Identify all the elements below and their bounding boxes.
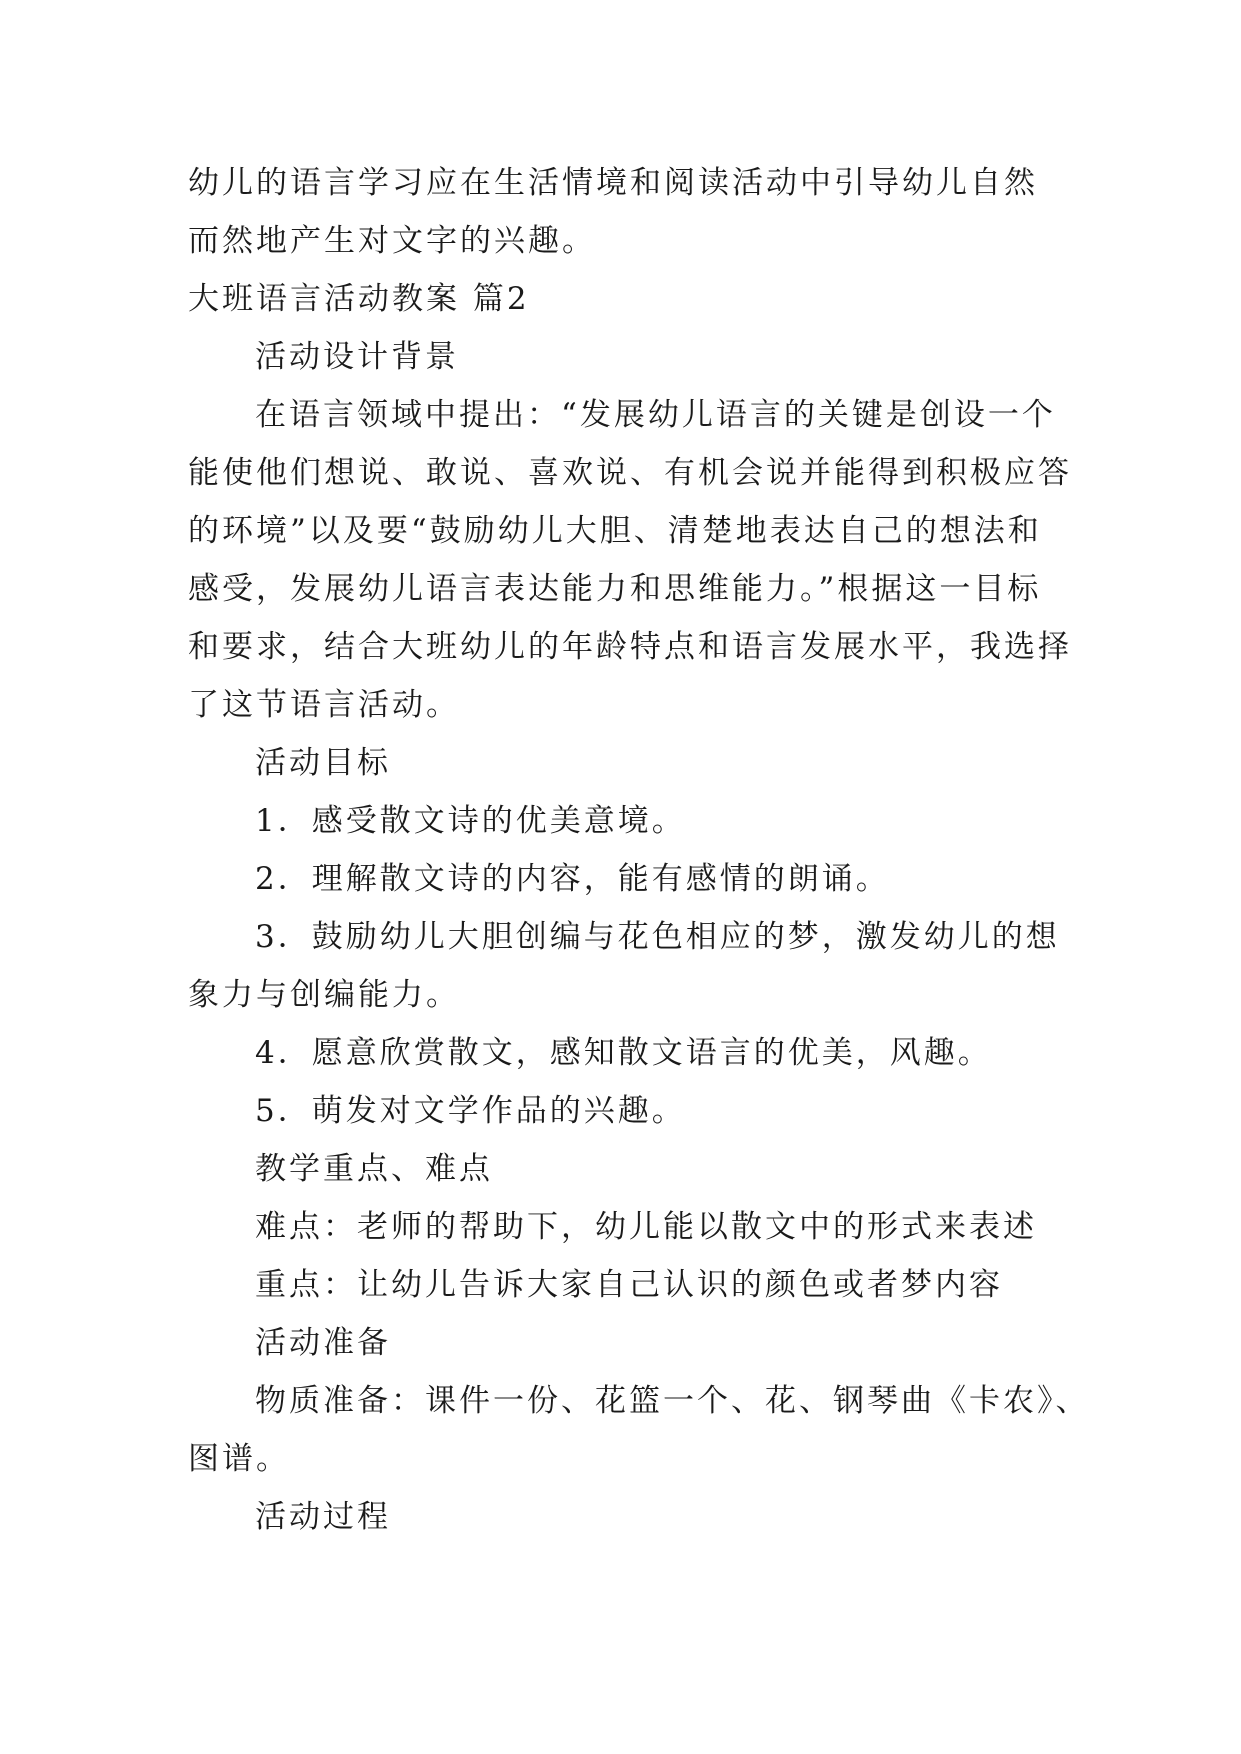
goal-item: 2．理解散文诗的内容，能有感情的朗诵。 (255, 861, 890, 897)
difficulty-text: 难点：老师的帮助下，幼儿能以散文中的形式来表述 (255, 1209, 1037, 1245)
body-text-line: 在语言领域中提出：“发展幼儿语言的关键是创设一个 (255, 397, 1056, 433)
goal-item: 3．鼓励幼儿大胆创编与花色相应的梦，激发幼儿的想 (255, 919, 1060, 955)
subheading-preparation: 活动准备 (255, 1325, 391, 1361)
goal-item-continuation: 象力与创编能力。 (188, 977, 460, 1013)
focus-text: 重点：让幼儿告诉大家自己认识的颜色或者梦内容 (255, 1267, 1003, 1303)
body-text-line: 而然地产生对文字的兴趣。 (188, 223, 596, 259)
body-text-line: 幼儿的语言学习应在生活情境和阅读活动中引导幼儿自然 (188, 165, 1038, 201)
body-text-line: 的环境”以及要“鼓励幼儿大胆、清楚地表达自己的想法和 (188, 513, 1042, 549)
preparation-text: 物质准备：课件一份、花篮一个、花、钢琴曲《卡农》、 (255, 1383, 1090, 1419)
subheading-process: 活动过程 (255, 1499, 391, 1535)
goal-item: 1．感受散文诗的优美意境。 (255, 803, 686, 839)
body-text-line: 了这节语言活动。 (188, 687, 460, 723)
body-text-line: 能使他们想说、敢说、喜欢说、有机会说并能得到积极应答 (188, 455, 1072, 491)
subheading-goals: 活动目标 (255, 745, 391, 781)
goal-item: 4．愿意欣赏散文，感知散文语言的优美，风趣。 (255, 1035, 992, 1071)
body-text-line: 感受，发展幼儿语言表达能力和思维能力。”根据这一目标 (188, 571, 1042, 607)
preparation-text-continuation: 图谱。 (188, 1441, 290, 1477)
subheading-background: 活动设计背景 (255, 339, 459, 375)
subheading-key-points: 教学重点、难点 (255, 1151, 493, 1187)
body-text-line: 和要求，结合大班幼儿的年龄特点和语言发展水平，我选择 (188, 629, 1072, 665)
section-heading: 大班语言活动教案 篇2 (188, 281, 530, 317)
goal-item: 5．萌发对文学作品的兴趣。 (255, 1093, 686, 1129)
